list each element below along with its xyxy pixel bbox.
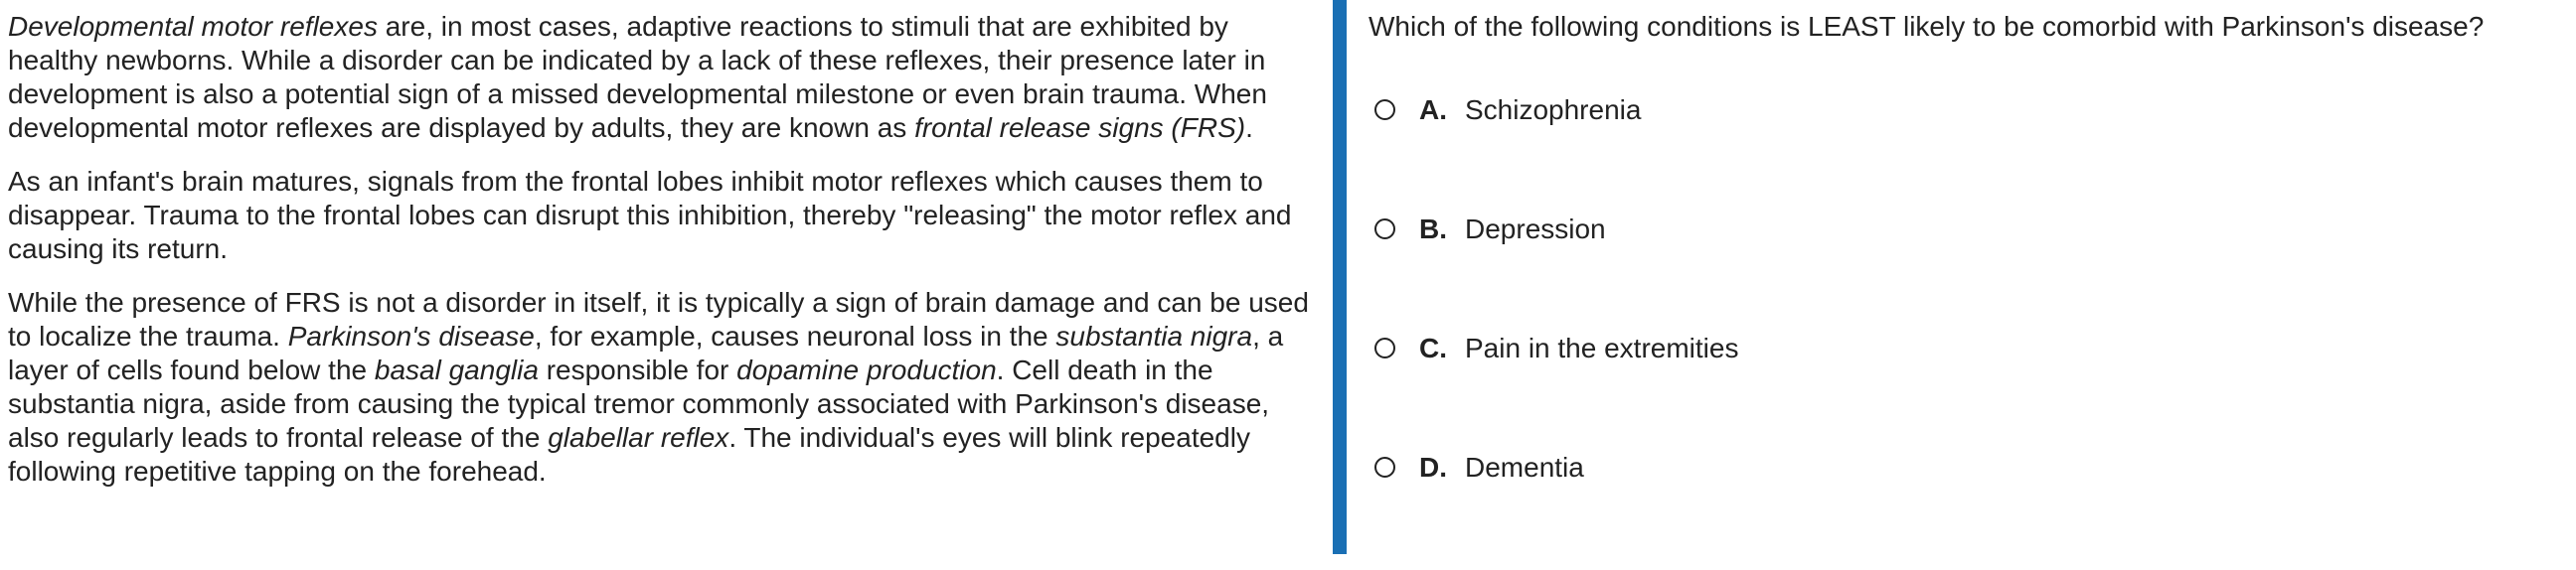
- pane-divider[interactable]: [1333, 0, 1347, 554]
- passage-text: As an infant's brain matures, signals from the frontal lobes inhibit motor reflexes which causes them to disappear. Trauma to the frontal lobes can disrupt this inhibition, thereby "releasing" the motor reflex and causing its return.: [8, 166, 1292, 264]
- option-letter: C.: [1419, 333, 1447, 363]
- passage-text: , a layer of cells found below the: [8, 321, 1284, 385]
- passage-term: Developmental motor reflexes: [8, 11, 378, 42]
- passage-term: basal ganglia: [374, 355, 539, 385]
- radio-button-icon[interactable]: [1374, 338, 1395, 358]
- passage-term: substantia nigra: [1055, 321, 1253, 352]
- option-letter: D.: [1419, 452, 1447, 483]
- question-pane: [1368, 10, 2571, 483]
- passage-term: glabellar reflex: [548, 422, 729, 453]
- passage-paragraph-2: [8, 165, 1320, 266]
- passage-paragraph-1: [8, 10, 1320, 145]
- passage-term: dopamine production: [736, 355, 997, 385]
- passage-text: are, in most cases, adaptive reactions to stimuli that are exhibited by healthy newborns. While a disorder can be indicated by a lack of these reflexes, their presence later in development is also a potential sign of a missed developmental milestone or even brain trauma. When developmental motor reflexes are displayed by adults, they are known as: [8, 11, 1267, 143]
- answer-option-c[interactable]: [1374, 332, 1738, 451]
- option-text: Dementia: [1465, 452, 1584, 483]
- passage-text: . The individual's eyes will blink repeatedly following repetitive tapping on the forehead.: [8, 422, 1250, 487]
- passage-pane: [8, 10, 1320, 508]
- passage-text: , for example, causes neuronal loss in the: [534, 321, 1056, 352]
- passage-text: . Cell death in the substantia nigra, aside from causing the typical tremor commonly associated with Parkinson's disease, also regularly leads to frontal release of the: [8, 355, 1270, 453]
- option-text: Schizophrenia: [1465, 94, 1642, 125]
- option-letter: A.: [1419, 94, 1447, 125]
- passage-text: While the presence of FRS is not a disorder in itself, it is typically a sign of brain damage and can be used to localize the trauma.: [8, 287, 1309, 352]
- passage-term: Parkinson's disease: [287, 321, 535, 352]
- radio-button-icon[interactable]: [1374, 218, 1395, 239]
- radio-button-icon[interactable]: [1374, 99, 1395, 120]
- question-stem: Which of the following conditions is LEAST likely to be comorbid with Parkinson's disease?: [1368, 11, 2485, 42]
- option-text: Depression: [1465, 214, 1606, 244]
- passage-text: .: [1245, 112, 1253, 143]
- answer-option-d[interactable]: [1374, 451, 1738, 570]
- answer-option-b[interactable]: [1374, 213, 1738, 332]
- passage-text: responsible for: [538, 355, 737, 385]
- passage-term: frontal release signs (FRS): [914, 112, 1246, 143]
- answer-option-a[interactable]: [1374, 93, 1738, 213]
- radio-button-icon[interactable]: [1374, 457, 1395, 478]
- option-letter: B.: [1419, 214, 1447, 244]
- passage-paragraph-3: [8, 286, 1320, 489]
- answer-options: [1374, 93, 1738, 570]
- option-text: Pain in the extremities: [1465, 333, 1739, 363]
